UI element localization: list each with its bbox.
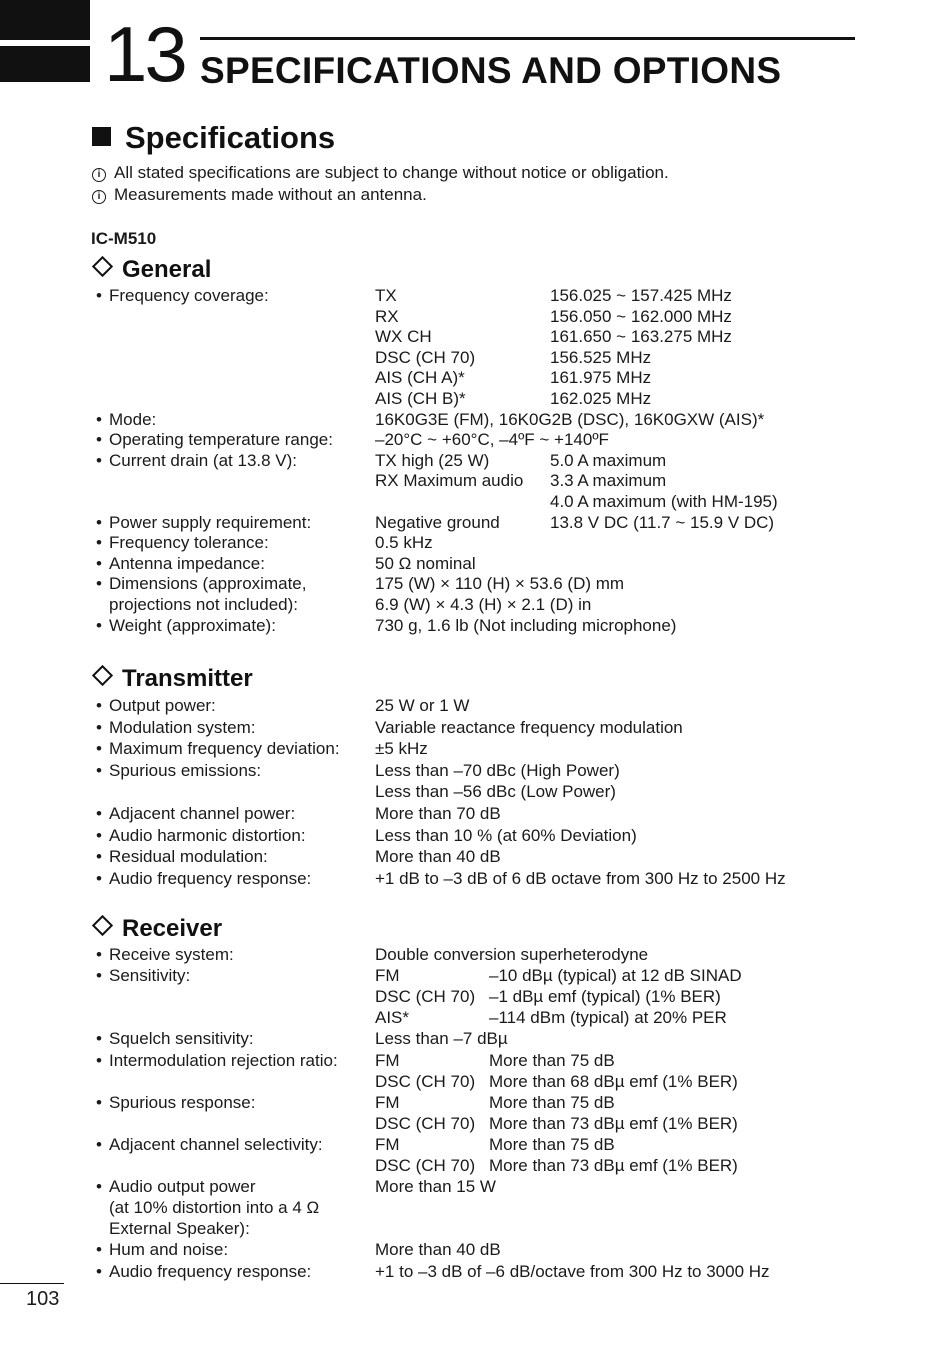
spec-value-secondary: More than 73 dBµ emf (1% BER)	[489, 1156, 738, 1175]
spec-bullet: •	[96, 1261, 102, 1281]
spec-value: Less than –7 dBµ	[375, 1029, 508, 1049]
chapter-title: SPECIFICATIONS AND OPTIONS	[200, 50, 782, 91]
spec-label: Weight (approximate):	[109, 615, 276, 635]
spec-bullet: •	[96, 966, 102, 986]
spec-bullet: •	[96, 615, 102, 635]
spec-label: Audio harmonic distortion:	[109, 825, 306, 845]
spec-value: DSC (CH 70)	[375, 1071, 476, 1091]
spec-value: DSC (CH 70)	[375, 987, 476, 1007]
spec-value-secondary: –10 dBµ (typical) at 12 dB SINAD	[489, 966, 742, 986]
spec-value: 6.9 (W) × 4.3 (H) × 2.1 (D) in	[375, 595, 592, 614]
subheading-text: General	[122, 256, 212, 283]
spec-bullet: •	[96, 533, 102, 553]
note-text: Measurements made without an antenna.	[114, 185, 427, 204]
spec-value: FM	[375, 1050, 400, 1070]
spec-label: Dimensions (approximate,	[109, 574, 307, 594]
spec-label: Maximum frequency deviation:	[109, 739, 340, 759]
spec-value-secondary: –1 dBµ emf (typical) (1% BER)	[489, 987, 721, 1007]
spec-value: AIS (CH B)*	[375, 389, 466, 408]
spec-value-secondary: –114 dBm (typical) at 20% PER	[489, 1008, 727, 1028]
model-name: IC-M510	[91, 229, 157, 248]
spec-label: projections not included):	[109, 595, 299, 614]
spec-value-secondary: More than 75 dB	[489, 1134, 615, 1154]
spec-label: Receive system:	[109, 945, 234, 964]
spec-value: More than 70 dB	[375, 804, 501, 823]
spec-label: Mode:	[109, 409, 157, 429]
spec-value: +1 dB to –3 dB of 6 dB octave from 300 Hz to 2500 Hz	[375, 868, 786, 888]
spec-value: Less than 10 % (at 60% Deviation)	[375, 825, 637, 845]
spec-value: AIS*	[375, 1008, 410, 1028]
spec-bullet: •	[96, 1240, 102, 1260]
spec-bullet: •	[96, 553, 102, 573]
spec-label: Intermodulation rejection ratio:	[109, 1050, 338, 1070]
spec-bullet: •	[96, 574, 102, 594]
spec-value: 16K0G3E (FM), 16K0G2B (DSC), 16K0GXW (AIS)*	[375, 409, 765, 429]
spec-value: TX	[375, 286, 397, 305]
spec-label: (at 10% distortion into a 4 Ω	[109, 1198, 320, 1218]
spec-value: WX CH	[375, 327, 432, 347]
spec-bullet: •	[96, 512, 102, 532]
spec-label: Spurious response:	[109, 1092, 256, 1112]
spec-bullet: •	[96, 847, 102, 867]
spec-value-secondary: 161.975 MHz	[550, 368, 652, 388]
spec-bullet: •	[96, 286, 102, 305]
spec-bullet: •	[96, 739, 102, 759]
spec-bullet: •	[96, 696, 102, 715]
spec-bullet: •	[96, 717, 102, 737]
spec-label: Spurious emissions:	[109, 760, 262, 780]
spec-value: –20°C ~ +60°C, –4ºF ~ +140ºF	[375, 430, 609, 450]
square-bullet-icon	[92, 127, 111, 146]
spec-value-secondary: 161.650 ~ 163.275 MHz	[550, 327, 732, 347]
spec-bullet: •	[96, 1092, 102, 1112]
spec-value: ±5 kHz	[375, 739, 428, 759]
info-icon: i	[92, 190, 106, 204]
diamond-outline-icon	[92, 915, 113, 936]
spec-value: 730 g, 1.6 lb (Not including microphone)	[375, 615, 677, 635]
spec-bullet: •	[96, 825, 102, 845]
spec-label: Antenna impedance:	[109, 553, 265, 573]
spec-value-secondary: 3.3 A maximum	[550, 471, 667, 491]
spec-label: Hum and noise:	[109, 1240, 229, 1260]
spec-value: More than 15 W	[375, 1177, 496, 1197]
spec-label: Audio frequency response:	[109, 1261, 312, 1281]
note-line	[92, 163, 669, 183]
spec-label: Adjacent channel selectivity:	[109, 1134, 323, 1154]
spec-value: RX Maximum audio	[375, 471, 524, 491]
spec-label: Power supply requirement:	[109, 512, 312, 532]
spec-value: Less than –56 dBc (Low Power)	[375, 782, 616, 802]
spec-value: TX high (25 W)	[375, 450, 490, 470]
spec-value-secondary: More than 68 dBµ emf (1% BER)	[489, 1071, 738, 1091]
spec-value: 25 W or 1 W	[375, 696, 470, 715]
spec-value-secondary: 4.0 A maximum (with HM-195)	[550, 492, 778, 511]
spec-label: Current drain (at 13.8 V):	[109, 450, 298, 470]
spec-value-secondary: More than 73 dBµ emf (1% BER)	[489, 1113, 738, 1133]
spec-value: FM	[375, 1092, 400, 1112]
spec-value-secondary: 156.025 ~ 157.425 MHz	[550, 286, 732, 305]
spec-value: DSC (CH 70)	[375, 1113, 476, 1133]
spec-value-secondary: 156.525 MHz	[550, 347, 652, 367]
spec-value: DSC (CH 70)	[375, 1156, 476, 1175]
spec-value: 0.5 kHz	[375, 533, 433, 553]
spec-value: +1 to –3 dB of –6 dB/octave from 300 Hz to 3000 Hz	[375, 1261, 770, 1281]
spec-label: Sensitivity:	[109, 966, 191, 986]
spec-value-secondary: 5.0 A maximum	[550, 450, 667, 470]
info-icon: i	[92, 168, 106, 182]
spec-value-secondary: 156.050 ~ 162.000 MHz	[550, 306, 732, 326]
spec-label: Operating temperature range:	[109, 430, 333, 450]
spec-value: More than 40 dB	[375, 847, 501, 867]
spec-bullet: •	[96, 409, 102, 429]
spec-bullet: •	[96, 1050, 102, 1070]
subheading-text: Receiver	[122, 915, 223, 942]
spec-bullet: •	[96, 430, 102, 450]
spec-bullet: •	[96, 945, 102, 964]
spec-label: Frequency tolerance:	[109, 533, 269, 553]
diamond-outline-icon	[92, 665, 113, 686]
page-number: 103	[26, 1288, 60, 1310]
section-title	[92, 120, 335, 156]
chapter-rule	[200, 37, 855, 40]
spec-value: Less than –70 dBc (High Power)	[375, 760, 620, 780]
footer-rule	[0, 1283, 64, 1284]
spec-value: 50 Ω nominal	[375, 553, 476, 573]
spec-bullet: •	[96, 760, 102, 780]
diamond-outline-icon	[92, 256, 113, 277]
subheading-receiver	[92, 915, 222, 943]
subheading-general	[92, 256, 211, 284]
spec-label: Adjacent channel power:	[109, 804, 296, 823]
spec-label: Frequency coverage:	[109, 286, 269, 305]
spec-value-secondary: 13.8 V DC (11.7 ~ 15.9 V DC)	[550, 512, 775, 532]
spec-bullet: •	[96, 1134, 102, 1154]
spec-value: AIS (CH A)*	[375, 368, 465, 388]
spec-value-secondary: More than 75 dB	[489, 1092, 615, 1112]
note-line	[92, 185, 427, 205]
spec-value: 175 (W) × 110 (H) × 53.6 (D) mm	[375, 574, 625, 594]
spec-value: DSC (CH 70)	[375, 347, 476, 367]
spec-value: Double conversion superheterodyne	[375, 945, 649, 964]
spec-value-secondary: 162.025 MHz	[550, 389, 652, 408]
spec-label: Residual modulation:	[109, 847, 268, 867]
chapter-number: 13	[104, 10, 185, 98]
chapter-tab-block	[0, 46, 90, 82]
section-title-text: Specifications	[125, 120, 336, 155]
note-text: All stated specifications are subject to change without notice or obligation.	[114, 163, 669, 182]
spec-value: Negative ground	[375, 512, 500, 532]
spec-bullet: •	[96, 450, 102, 470]
spec-bullet: •	[96, 868, 102, 888]
spec-value: More than 40 dB	[375, 1240, 501, 1260]
spec-bullet: •	[96, 804, 102, 823]
spec-label: Output power:	[109, 696, 216, 715]
spec-value: FM	[375, 1134, 400, 1154]
spec-label: Audio output power	[109, 1177, 256, 1197]
subheading-text: Transmitter	[122, 665, 253, 692]
spec-value-secondary: More than 75 dB	[489, 1050, 615, 1070]
spec-bullet: •	[96, 1177, 102, 1197]
spec-label: Audio frequency response:	[109, 868, 312, 888]
spec-label: External Speaker):	[109, 1219, 250, 1239]
spec-value: FM	[375, 966, 400, 986]
spec-bullet: •	[96, 1029, 102, 1049]
spec-label: Modulation system:	[109, 717, 256, 737]
chapter-tab-block	[0, 0, 90, 40]
spec-value: Variable reactance frequency modulation	[375, 717, 683, 737]
spec-label: Squelch sensitivity:	[109, 1029, 254, 1049]
spec-value: RX	[375, 306, 399, 326]
subheading-transmitter	[92, 665, 253, 693]
